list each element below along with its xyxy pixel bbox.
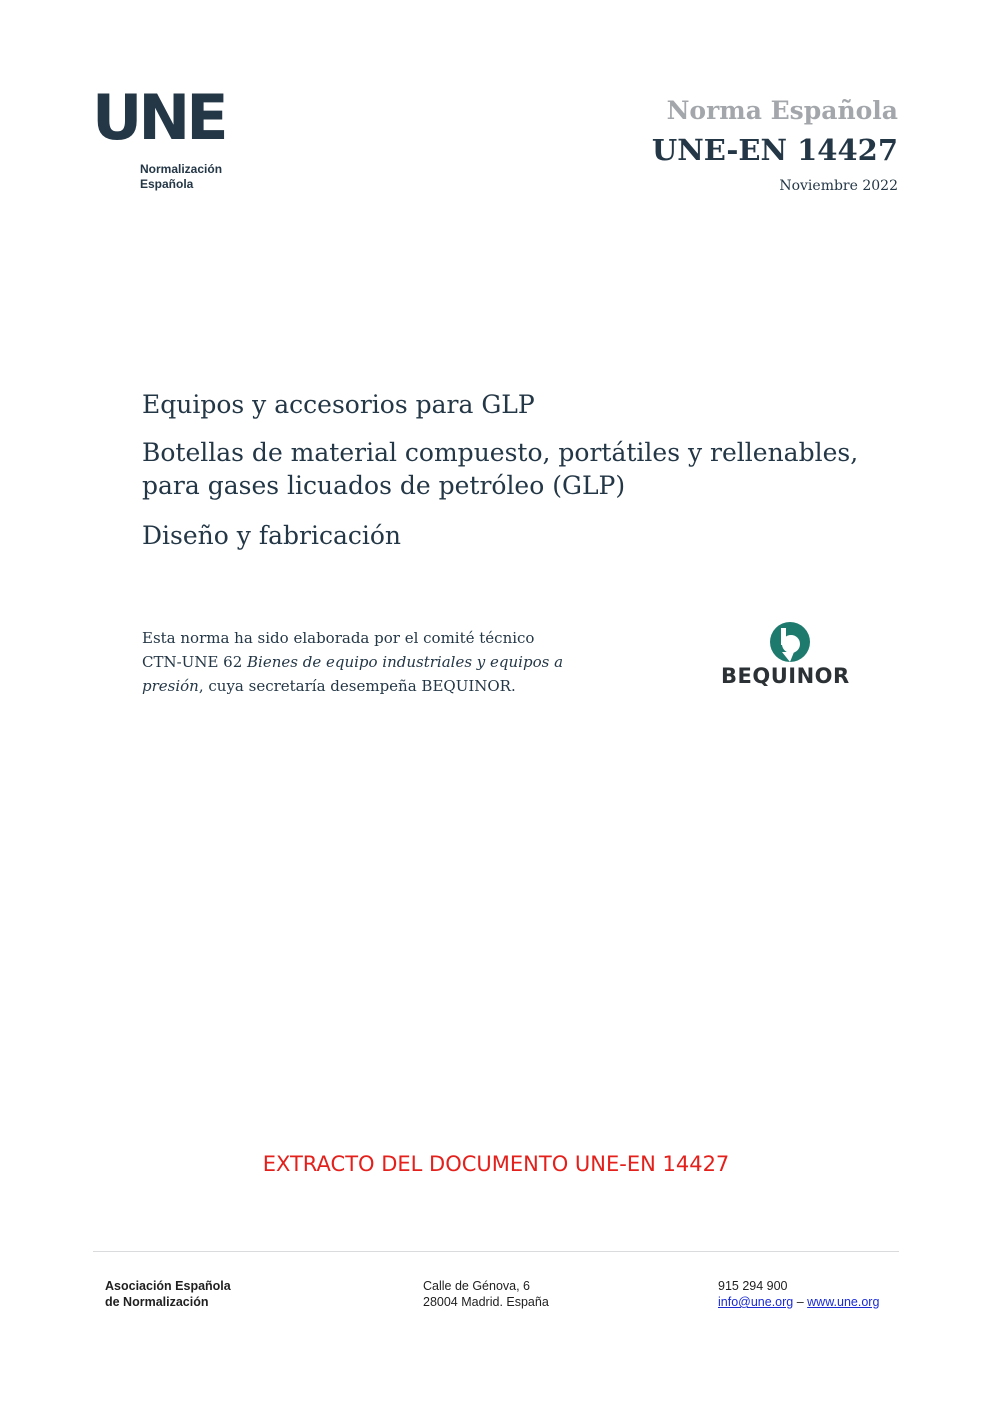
website-link[interactable]: www.une.org <box>807 1295 880 1309</box>
footer-organization <box>105 1278 231 1310</box>
bequinor-logo <box>715 620 865 695</box>
committee-statement <box>142 626 612 698</box>
bequinor-symbol-icon <box>768 620 812 664</box>
footer-address-line1: Calle de Génova, 6 <box>423 1279 531 1293</box>
footer-contact <box>718 1278 879 1310</box>
committee-italic-2: presión <box>142 677 199 695</box>
publication-date: Noviembre 2022 <box>779 178 898 194</box>
committee-italic-1: Bienes de equipo industriales y equipos a <box>247 653 564 671</box>
une-logo-subtitle-line1: Normalización <box>140 162 223 176</box>
committee-text-3: , cuya secretaría desempeña BEQUINOR. <box>198 677 516 695</box>
committee-text-1: Esta norma ha sido elaborada por el comité técnico <box>142 629 535 647</box>
footer-address-line2: 28004 Madrid. España <box>423 1295 549 1309</box>
committee-text-2: CTN-UNE 62 <box>142 653 248 671</box>
footer-org-line2: de Normalización <box>105 1295 209 1309</box>
bequinor-wordmark: BEQUINOR <box>721 664 850 688</box>
title-part: Diseño y fabricación <box>142 521 401 550</box>
email-link[interactable]: info@une.org <box>718 1295 794 1309</box>
norma-label: Norma Española <box>666 96 898 125</box>
footer-divider <box>93 1251 899 1252</box>
standard-code: UNE-EN 14427 <box>651 133 898 167</box>
une-logo-subtitle-line2: Española <box>140 177 194 191</box>
title-complementary-line1: Botellas de material compuesto, portátiles y rellenables, <box>142 438 859 467</box>
footer-phone: 915 294 900 <box>718 1279 788 1293</box>
footer-address <box>423 1278 549 1310</box>
title-complementary-line2: para gases licuados de petróleo (GLP) <box>142 471 626 500</box>
title-complementary <box>142 436 902 502</box>
footer-org-line1: Asociación Española <box>105 1279 231 1293</box>
extract-notice: EXTRACTO DEL DOCUMENTO UNE-EN 14427 <box>262 1152 730 1176</box>
une-logo-subtitle <box>140 162 222 192</box>
une-logo-wordmark: UNE <box>92 81 225 154</box>
footer-links <box>718 1294 879 1310</box>
footer-link-separator: – <box>793 1295 808 1309</box>
title-main: Equipos y accesorios para GLP <box>142 390 535 419</box>
une-logo <box>92 81 262 198</box>
